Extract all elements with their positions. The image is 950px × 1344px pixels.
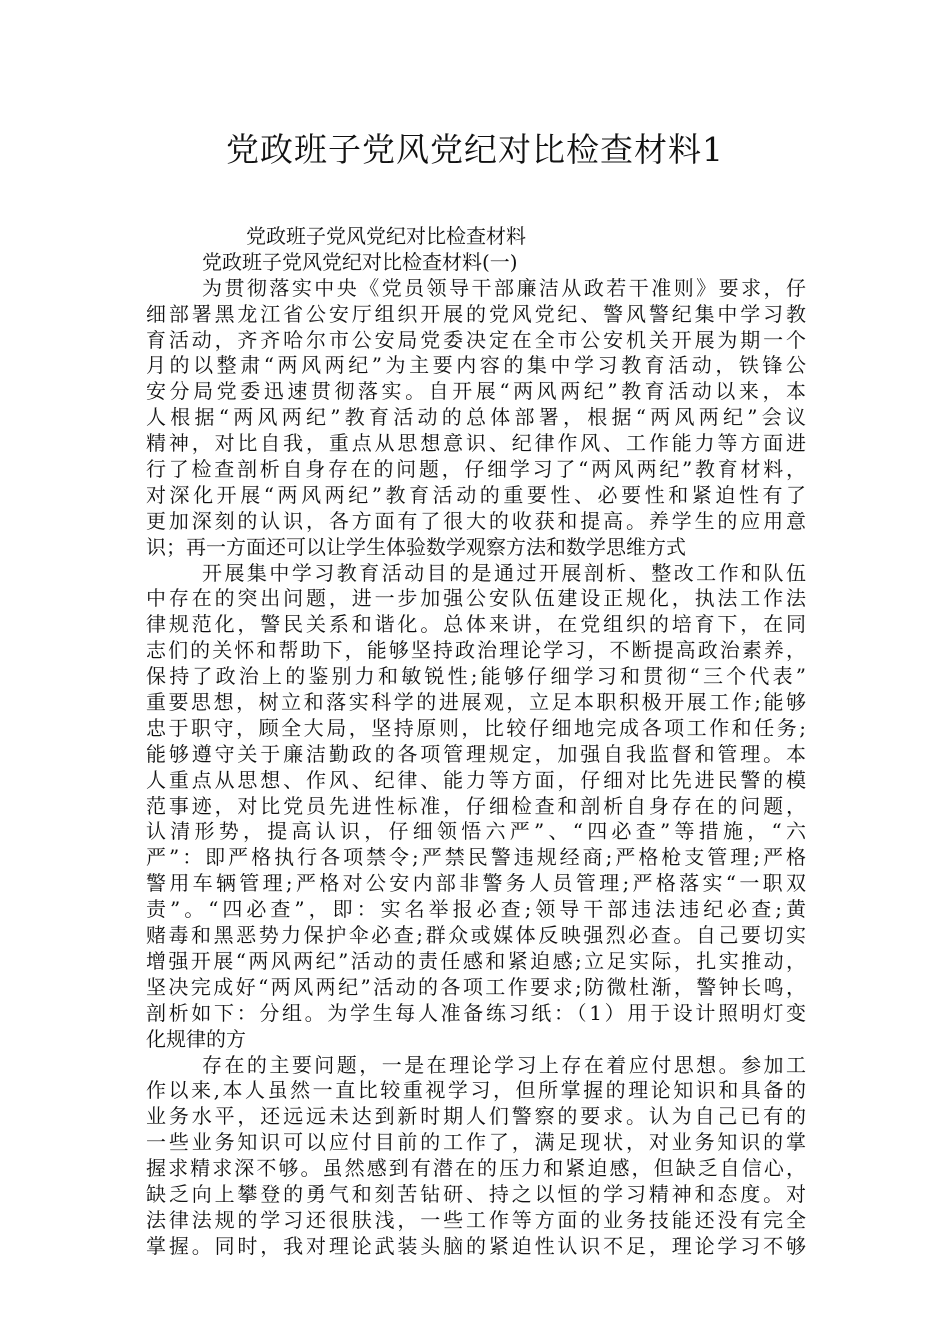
paragraph-line: 握求精求深不够。虽然感到有潜在的压力和紧迫感，但缺乏自信心， (146, 1156, 806, 1181)
paragraph-line: 业务水平，还远远未达到新时期人们警察的要求。认为自己已有的 (146, 1104, 806, 1129)
paragraph-line: 育活动，齐齐哈尔市公安局党委决定在全市公安机关开展为期一个 (146, 327, 806, 352)
paragraph-line: 一些业务知识可以应付目前的工作了，满足现状，对业务知识的掌 (146, 1130, 806, 1155)
paragraph-line: 赌毒和黑恶势力保护伞必查;群众或媒体反映强烈必查。自己要切实 (146, 923, 806, 948)
paragraph-line: 细部署黑龙江省公安厅组织开展的党风党纪、警风警纪集中学习教 (146, 301, 806, 326)
paragraph-line: 更加深刻的认识，各方面有了很大的收获和提高。养学生的应用意 (146, 508, 806, 533)
paragraph-line: 保持了政治上的鉴别力和敏锐性;能够仔细学习和贯彻“三个代表” (146, 664, 806, 689)
paragraph-line: 为贯彻落实中央《党员领导干部廉洁从政若干准则》要求，仔 (202, 275, 806, 300)
document-body (146, 224, 806, 1260)
paragraph-line: 坚决完成好“两风两纪”活动的各项工作要求;防微杜渐，警钟长鸣， (146, 974, 806, 999)
paragraph-line: 严”：即严格执行各项禁令;严禁民警违规经商;严格枪支管理;严格 (146, 845, 806, 870)
paragraph-line: 法律法规的学习还很肤浅，一些工作等方面的业务技能还没有完全 (146, 1207, 806, 1232)
document-title: 党政班子党风党纪对比检查材料1 (226, 130, 724, 169)
paragraph-line: 月的以整肃“两风两纪”为主要内容的集中学习教育活动，铁锋公 (146, 353, 806, 378)
paragraph-line: 人根据“两风两纪”教育活动的总体部署，根据“两风两纪”会议 (146, 405, 806, 430)
paragraph-line: 精神，对比自我，重点从思想意识、纪律作风、工作能力等方面进 (146, 431, 806, 456)
paragraph-line: 行了检查剖析自身存在的问题，仔细学习了“两风两纪”教育材料， (146, 457, 806, 482)
section-heading: 党政班子党风党纪对比检查材料(一) (202, 249, 518, 274)
paragraph-line: 对深化开展“两风两纪”教育活动的重要性、必要性和紧迫性有了 (146, 482, 806, 507)
paragraph-line: 能够遵守关于廉洁勤政的各项管理规定，加强自我监督和管理。本 (146, 741, 806, 766)
paragraph-line: 存在的主要问题，一是在理论学习上存在着应付思想。参加工 (202, 1052, 806, 1077)
paragraph-line: 重要思想，树立和落实科学的进展观，立足本职积极开展工作;能够 (146, 690, 806, 715)
paragraph-line: 忠于职守，顾全大局，坚持原则，比较仔细地完成各项工作和任务; (146, 715, 806, 740)
subtitle-line: 党政班子党风党纪对比检查材料 (246, 224, 526, 248)
paragraph-line: 剖析如下：分组。为学生每人准备练习纸：（1）用于设计照明灯变 (146, 1000, 806, 1025)
paragraph-line: 责”。“四必查”，即：实名举报必查;领导干部违法违纪必查;黄 (146, 897, 806, 922)
paragraph-line: 志们的关怀和帮助下，能够坚持政治理论学习，不断提高政治素养， (146, 638, 806, 663)
paragraph-line: 范事迹，对比党员先进性标准，仔细检查和剖析自身存在的问题， (146, 793, 806, 818)
paragraph-line: 作以来,本人虽然一直比较重视学习，但所掌握的理论知识和具备的 (146, 1078, 806, 1103)
paragraph-line: 安分局党委迅速贯彻落实。自开展“两风两纪”教育活动以来，本 (146, 379, 806, 404)
paragraph-line: 识；再一方面还可以让学生体验数学观察方法和数学思维方式 (146, 534, 686, 559)
paragraph-line: 开展集中学习教育活动目的是通过开展剖析、整改工作和队伍 (202, 560, 806, 585)
paragraph-line: 化规律的方 (146, 1026, 246, 1051)
paragraph-line: 人重点从思想、作风、纪律、能力等方面，仔细对比先进民警的模 (146, 767, 806, 792)
paragraph-line: 增强开展“两风两纪”活动的责任感和紧迫感;立足实际，扎实推动， (146, 948, 806, 973)
paragraph-line: 缺乏向上攀登的勇气和刻苦钻研、持之以恒的学习精神和态度。对 (146, 1181, 806, 1206)
paragraph-line: 掌握。同时，我对理论武装头脑的紧迫性认识不足，理论学习不够 (146, 1233, 806, 1258)
paragraph-line: 律规范化，警民关系和谐化。总体来讲，在党组织的培育下，在同 (146, 612, 806, 637)
paragraph-line: 认清形势，提高认识，仔细领悟六严”、“四必查”等措施，“六 (146, 819, 806, 844)
paragraph-line: 中存在的突出问题，进一步加强公安队伍建设正规化，执法工作法 (146, 586, 806, 611)
paragraph-line: 警用车辆管理;严格对公安内部非警务人员管理;严格落实“一职双 (146, 871, 806, 896)
